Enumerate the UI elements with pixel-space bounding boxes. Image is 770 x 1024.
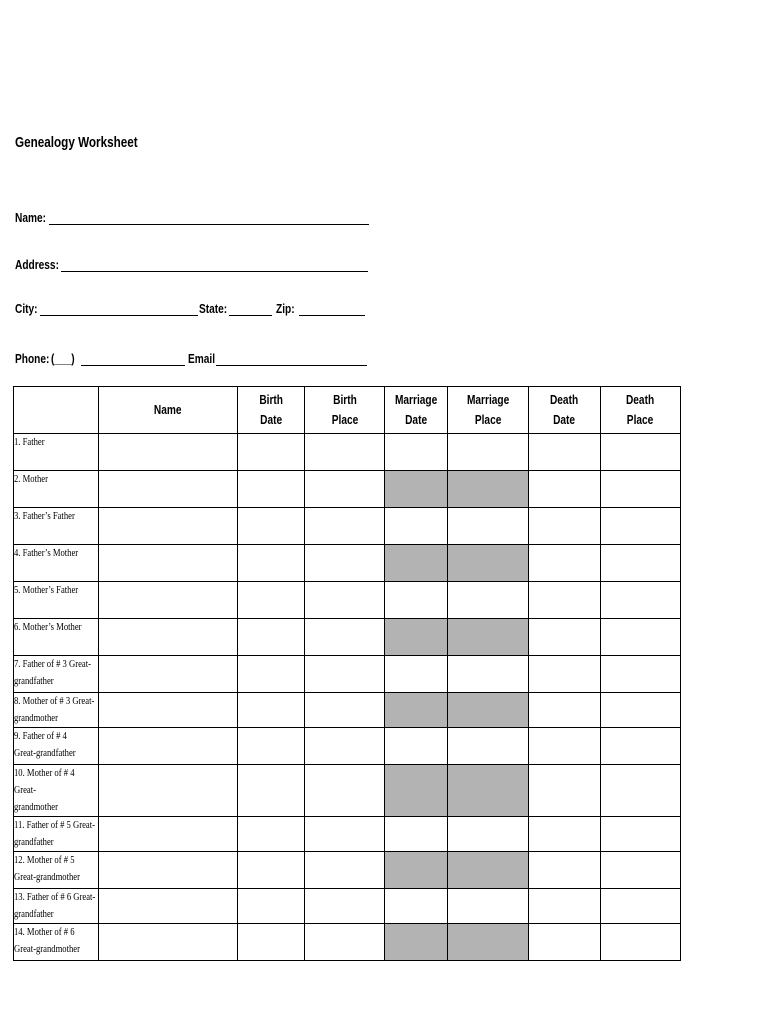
email-label: Email	[188, 351, 216, 366]
phone-field[interactable]	[81, 351, 185, 366]
cell-birth-place[interactable]	[305, 582, 385, 619]
cell-death-place[interactable]	[601, 434, 681, 471]
cell-death-place[interactable]	[601, 508, 681, 545]
table-row	[14, 765, 681, 817]
column-header-birth-date: Birth Date	[238, 387, 305, 434]
cell-marriage-place-shaded	[448, 471, 529, 508]
row-label: 10. Mother of # 4 Great- grandmother	[14, 765, 99, 817]
cell-name[interactable]	[99, 434, 238, 471]
row-label: 3. Father’s Father	[14, 508, 99, 545]
cell-marriage-date[interactable]	[385, 656, 448, 693]
cell-name[interactable]	[99, 817, 238, 852]
email-field[interactable]	[216, 351, 367, 366]
cell-birth-place[interactable]	[305, 765, 385, 817]
cell-birth-date[interactable]	[238, 889, 305, 924]
cell-marriage-date-shaded	[385, 765, 448, 817]
cell-birth-place[interactable]	[305, 924, 385, 961]
cell-marriage-place-shaded	[448, 765, 529, 817]
state-label: State:	[199, 301, 228, 316]
column-header-marriage-place: Marriage Place	[448, 387, 529, 434]
cell-death-place[interactable]	[601, 728, 681, 765]
column-header-label	[14, 387, 99, 434]
cell-death-place[interactable]	[601, 817, 681, 852]
cell-birth-place[interactable]	[305, 471, 385, 508]
cell-marriage-date[interactable]	[385, 889, 448, 924]
cell-birth-place[interactable]	[305, 656, 385, 693]
cell-marriage-date[interactable]	[385, 508, 448, 545]
cell-birth-date[interactable]	[238, 656, 305, 693]
cell-birth-date[interactable]	[238, 545, 305, 582]
cell-birth-place[interactable]	[305, 817, 385, 852]
cell-birth-date[interactable]	[238, 765, 305, 817]
cell-marriage-place[interactable]	[448, 728, 529, 765]
name-field[interactable]	[49, 210, 369, 225]
cell-death-date[interactable]	[529, 656, 601, 693]
cell-name[interactable]	[99, 693, 238, 728]
cell-birth-place[interactable]	[305, 693, 385, 728]
cell-name[interactable]	[99, 582, 238, 619]
table-row	[14, 508, 681, 545]
cell-death-date[interactable]	[529, 889, 601, 924]
cell-death-date[interactable]	[529, 817, 601, 852]
cell-marriage-place[interactable]	[448, 582, 529, 619]
table-row	[14, 889, 681, 924]
cell-death-place[interactable]	[601, 545, 681, 582]
cell-marriage-place-shaded	[448, 852, 529, 889]
cell-birth-place[interactable]	[305, 728, 385, 765]
cell-birth-place[interactable]	[305, 619, 385, 656]
row-label: 12. Mother of # 5 Great-grandmother	[14, 852, 99, 889]
table-row	[14, 693, 681, 728]
cell-marriage-date-shaded	[385, 471, 448, 508]
cell-name[interactable]	[99, 852, 238, 889]
cell-death-date[interactable]	[529, 582, 601, 619]
city-state-zip-line	[15, 301, 375, 319]
cell-name[interactable]	[99, 619, 238, 656]
genealogy-table	[13, 386, 681, 961]
cell-marriage-date[interactable]	[385, 582, 448, 619]
cell-marriage-date[interactable]	[385, 817, 448, 852]
table-row	[14, 817, 681, 852]
cell-marriage-place-shaded	[448, 619, 529, 656]
cell-marriage-date-shaded	[385, 924, 448, 961]
table-row	[14, 852, 681, 889]
cell-name[interactable]	[99, 889, 238, 924]
address-line	[15, 257, 375, 275]
cell-birth-date[interactable]	[238, 434, 305, 471]
address-field[interactable]	[61, 257, 368, 272]
cell-birth-date[interactable]	[238, 471, 305, 508]
cell-marriage-place-shaded	[448, 545, 529, 582]
cell-death-date[interactable]	[529, 471, 601, 508]
cell-name[interactable]	[99, 471, 238, 508]
cell-name[interactable]	[99, 924, 238, 961]
cell-marriage-place-shaded	[448, 693, 529, 728]
phone-area-code[interactable]: (___)	[51, 351, 75, 366]
row-label: 5. Mother’s Father	[14, 582, 99, 619]
table-row	[14, 434, 681, 471]
table-row	[14, 924, 681, 961]
cell-marriage-date-shaded	[385, 693, 448, 728]
cell-marriage-date-shaded	[385, 545, 448, 582]
cell-birth-date[interactable]	[238, 924, 305, 961]
cell-death-date[interactable]	[529, 765, 601, 817]
city-field[interactable]	[40, 301, 198, 316]
cell-death-place[interactable]	[601, 582, 681, 619]
cell-death-place[interactable]	[601, 765, 681, 817]
table-row	[14, 656, 681, 693]
cell-birth-date[interactable]	[238, 619, 305, 656]
cell-marriage-date[interactable]	[385, 728, 448, 765]
cell-death-place[interactable]	[601, 889, 681, 924]
cell-marriage-place[interactable]	[448, 889, 529, 924]
row-label: 13. Father of # 6 Great- grandfather	[14, 889, 99, 924]
cell-death-place[interactable]	[601, 693, 681, 728]
row-label: 14. Mother of # 6 Great-grandmother	[14, 924, 99, 961]
cell-birth-place[interactable]	[305, 545, 385, 582]
cell-birth-date[interactable]	[238, 852, 305, 889]
cell-marriage-date[interactable]	[385, 434, 448, 471]
table-row	[14, 728, 681, 765]
cell-birth-date[interactable]	[238, 693, 305, 728]
column-header-name: Name	[99, 387, 238, 434]
cell-birth-place[interactable]	[305, 508, 385, 545]
cell-name[interactable]	[99, 508, 238, 545]
cell-death-date[interactable]	[529, 508, 601, 545]
cell-death-place[interactable]	[601, 471, 681, 508]
cell-marriage-place-shaded	[448, 924, 529, 961]
row-label: 2. Mother	[14, 471, 99, 508]
zip-field[interactable]	[299, 301, 365, 316]
cell-birth-date[interactable]	[238, 582, 305, 619]
row-label: 7. Father of # 3 Great- grandfather	[14, 656, 99, 693]
column-header-death-date: Death Date	[529, 387, 601, 434]
cell-name[interactable]	[99, 728, 238, 765]
cell-death-date[interactable]	[529, 545, 601, 582]
cell-death-date[interactable]	[529, 434, 601, 471]
row-label: 6. Mother’s Mother	[14, 619, 99, 656]
table-header-row	[14, 387, 681, 434]
table-row	[14, 619, 681, 656]
cell-death-date[interactable]	[529, 924, 601, 961]
cell-name[interactable]	[99, 545, 238, 582]
cell-death-place[interactable]	[601, 852, 681, 889]
table-row	[14, 545, 681, 582]
cell-name[interactable]	[99, 656, 238, 693]
cell-birth-date[interactable]	[238, 508, 305, 545]
row-label: 9. Father of # 4 Great-grandfather	[14, 728, 99, 765]
phone-label: Phone:	[15, 351, 50, 366]
cell-death-date[interactable]	[529, 693, 601, 728]
name-line	[15, 210, 375, 228]
cell-marriage-place[interactable]	[448, 817, 529, 852]
cell-death-place[interactable]	[601, 656, 681, 693]
phone-email-line	[15, 351, 375, 369]
row-label: 1. Father	[14, 434, 99, 471]
cell-death-date[interactable]	[529, 619, 601, 656]
state-field[interactable]	[229, 301, 272, 316]
zip-label: Zip:	[276, 301, 295, 316]
row-label: 11. Father of # 5 Great- grandfather	[14, 817, 99, 852]
column-header-marriage-date: Marriage Date	[385, 387, 448, 434]
cell-death-place[interactable]	[601, 619, 681, 656]
cell-death-date[interactable]	[529, 852, 601, 889]
row-label: 8. Mother of # 3 Great- grandmother	[14, 693, 99, 728]
page-title: Genealogy Worksheet	[15, 134, 138, 151]
cell-death-date[interactable]	[529, 728, 601, 765]
cell-marriage-date-shaded	[385, 619, 448, 656]
name-label: Name:	[15, 210, 47, 225]
row-label: 4. Father’s Mother	[14, 545, 99, 582]
table-row	[14, 582, 681, 619]
cell-birth-place[interactable]	[305, 434, 385, 471]
cell-death-place[interactable]	[601, 924, 681, 961]
cell-birth-date[interactable]	[238, 728, 305, 765]
table-row	[14, 471, 681, 508]
cell-name[interactable]	[99, 765, 238, 817]
city-label: City:	[15, 301, 38, 316]
cell-marriage-place[interactable]	[448, 656, 529, 693]
column-header-death-place: Death Place	[601, 387, 681, 434]
address-label: Address:	[15, 257, 59, 272]
cell-birth-place[interactable]	[305, 852, 385, 889]
column-header-birth-place: Birth Place	[305, 387, 385, 434]
cell-marriage-date-shaded	[385, 852, 448, 889]
cell-marriage-place[interactable]	[448, 434, 529, 471]
cell-birth-place[interactable]	[305, 889, 385, 924]
cell-birth-date[interactable]	[238, 817, 305, 852]
cell-marriage-place[interactable]	[448, 508, 529, 545]
